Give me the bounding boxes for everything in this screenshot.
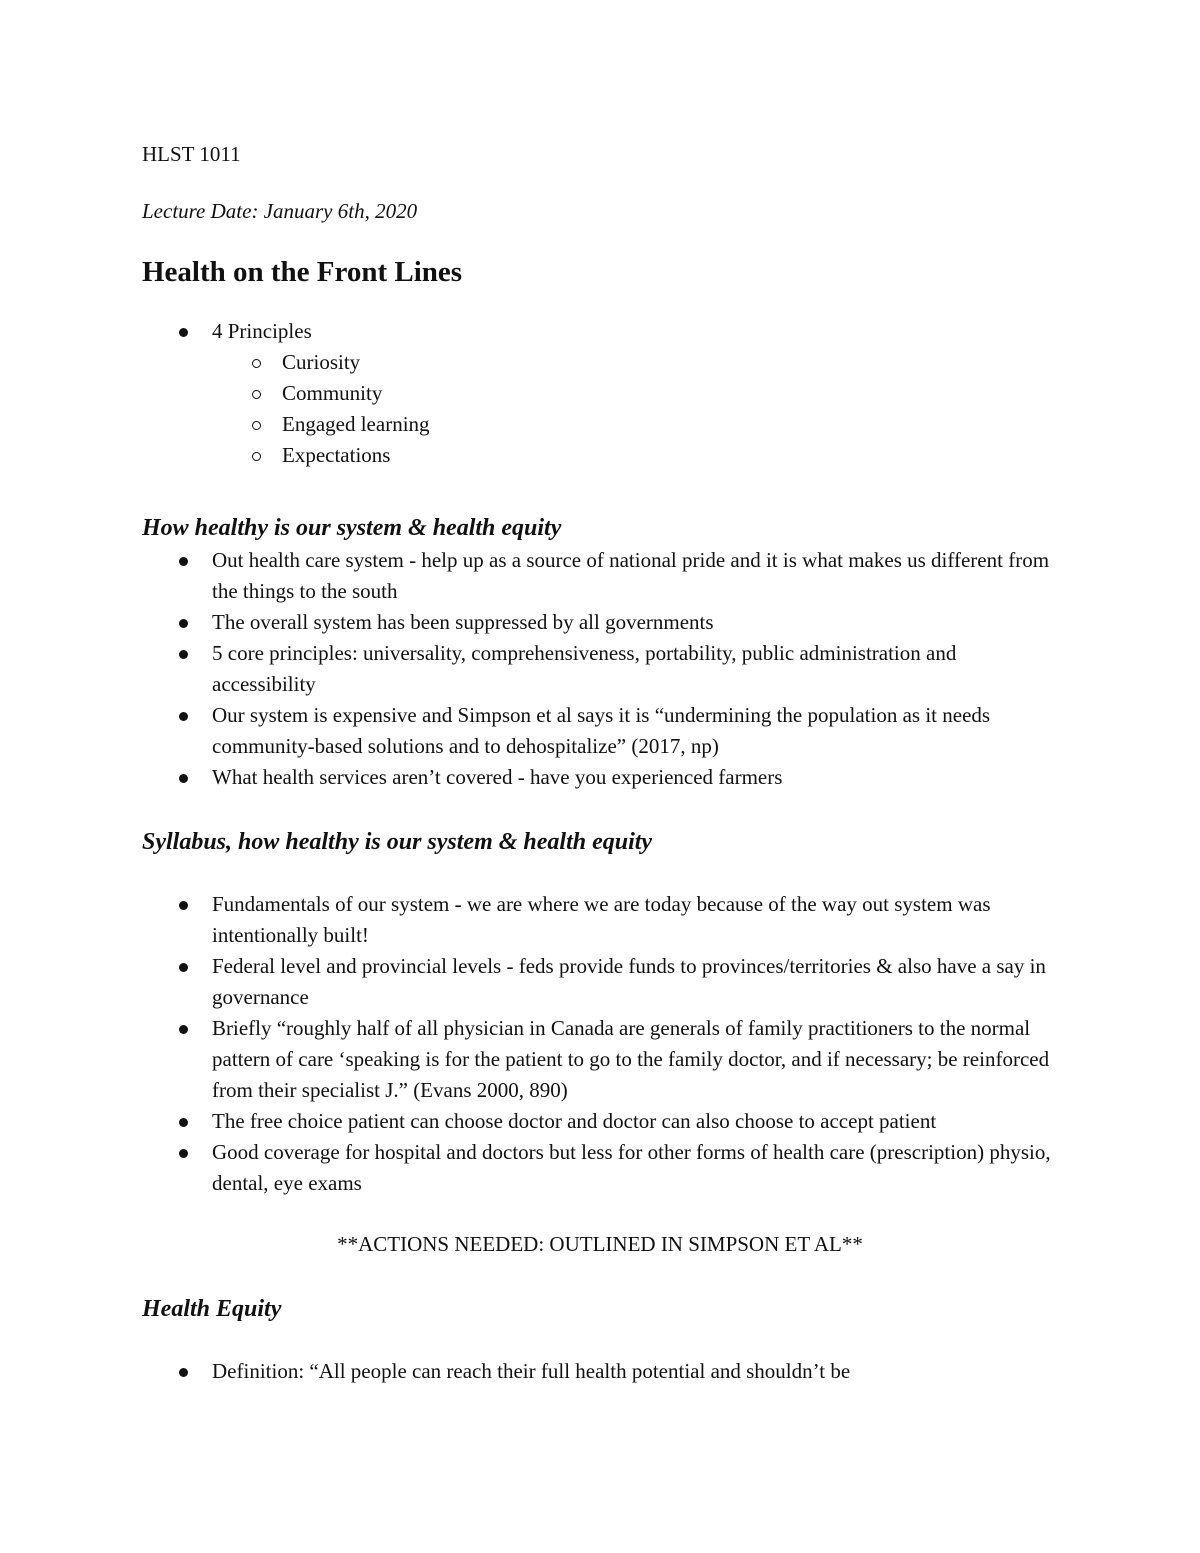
- document-title: Health on the Front Lines: [142, 256, 463, 288]
- course-code: HLST 1011: [142, 142, 241, 166]
- list-item: [142, 889, 1062, 951]
- section-heading: Syllabus, how healthy is our system & health equity: [142, 829, 653, 855]
- bullet-icon: [179, 712, 188, 721]
- list-item: [142, 700, 1062, 762]
- list-item: [142, 316, 1062, 471]
- sub-list-item-text: Community: [282, 381, 383, 405]
- list-item-text: Definition: “All people can reach their full health potential and shouldn’t be: [212, 1359, 851, 1383]
- sub-list-item-text: Engaged learning: [282, 412, 430, 436]
- sub-list-item: [212, 409, 1062, 440]
- bullet-icon: [179, 963, 188, 972]
- list-item-text: The overall system has been suppressed by all governments: [212, 610, 714, 634]
- list-item: [142, 638, 1062, 700]
- bullet-icon: [179, 1118, 188, 1127]
- sub-list-item: [212, 347, 1062, 378]
- document-content: [142, 138, 1062, 1387]
- section-heading: Health Equity: [142, 1296, 282, 1322]
- list-item-text: Federal level and provincial levels - feds provide funds to provinces/territories & also have a say in governance: [212, 954, 1046, 1009]
- list-item-text: Our system is expensive and Simpson et al says it is “undermining the population as it needs community-based solutions and to dehospitalize” (2017, np): [212, 703, 991, 758]
- list-item: [142, 951, 1062, 1013]
- lecture-date: Lecture Date: January 6th, 2020: [142, 199, 418, 223]
- list-item: [142, 1013, 1062, 1106]
- hollow-bullet-icon: [252, 421, 261, 430]
- list-item: [142, 762, 1062, 793]
- principles-list: [142, 316, 1062, 471]
- list-item-text: The free choice patient can choose doctor and doctor can also choose to accept patient: [212, 1109, 937, 1133]
- bullet-icon: [179, 1149, 188, 1158]
- actions-note: **ACTIONS NEEDED: OUTLINED IN SIMPSON ET AL**: [337, 1232, 863, 1256]
- sub-list-item-text: Expectations: [282, 443, 391, 467]
- bullet-icon: [179, 1368, 188, 1377]
- bullet-icon: [179, 619, 188, 628]
- section-list: [142, 1356, 1062, 1387]
- bullet-icon: [179, 328, 188, 337]
- sub-list-item: [212, 440, 1062, 471]
- list-item: [142, 1106, 1062, 1137]
- section-heading: How healthy is our system & health equity: [142, 515, 562, 541]
- section-list: [142, 889, 1062, 1199]
- list-item-text: Fundamentals of our system - we are where we are today because of the way out system was intentionally built!: [212, 892, 991, 947]
- list-item-text: 5 core principles: universality, comprehensiveness, portability, public administration and accessibility: [212, 641, 957, 696]
- list-item-text: Briefly “roughly half of all physician in Canada are generals of family practitioners to the normal pattern of care ‘speaking is for the patient to go to the family doctor, and if necessary; be reinforced from their specialist J.” (Evans 2000, 890): [212, 1016, 1050, 1102]
- principles-sublist: [212, 347, 1062, 471]
- sub-list-item-text: Curiosity: [282, 350, 361, 374]
- section-list: [142, 545, 1062, 793]
- list-item: [142, 545, 1062, 607]
- list-item-text: Out health care system - help up as a source of national pride and it is what makes us different from the things to the south: [212, 548, 1050, 603]
- list-item: [142, 1356, 1062, 1387]
- bullet-icon: [179, 774, 188, 783]
- bullet-icon: [179, 650, 188, 659]
- list-item-text: 4 Principles: [212, 319, 312, 343]
- list-item: [142, 1137, 1062, 1199]
- bullet-icon: [179, 557, 188, 566]
- sub-list-item: [212, 378, 1062, 409]
- list-item-text: What health services aren’t covered - have you experienced farmers: [212, 765, 783, 789]
- hollow-bullet-icon: [252, 452, 261, 461]
- hollow-bullet-icon: [252, 390, 261, 399]
- list-item-text: Good coverage for hospital and doctors but less for other forms of health care (prescription) physio, dental, eye exams: [212, 1140, 1051, 1195]
- list-item: [142, 607, 1062, 638]
- hollow-bullet-icon: [252, 359, 261, 368]
- bullet-icon: [179, 1025, 188, 1034]
- bullet-icon: [179, 901, 188, 910]
